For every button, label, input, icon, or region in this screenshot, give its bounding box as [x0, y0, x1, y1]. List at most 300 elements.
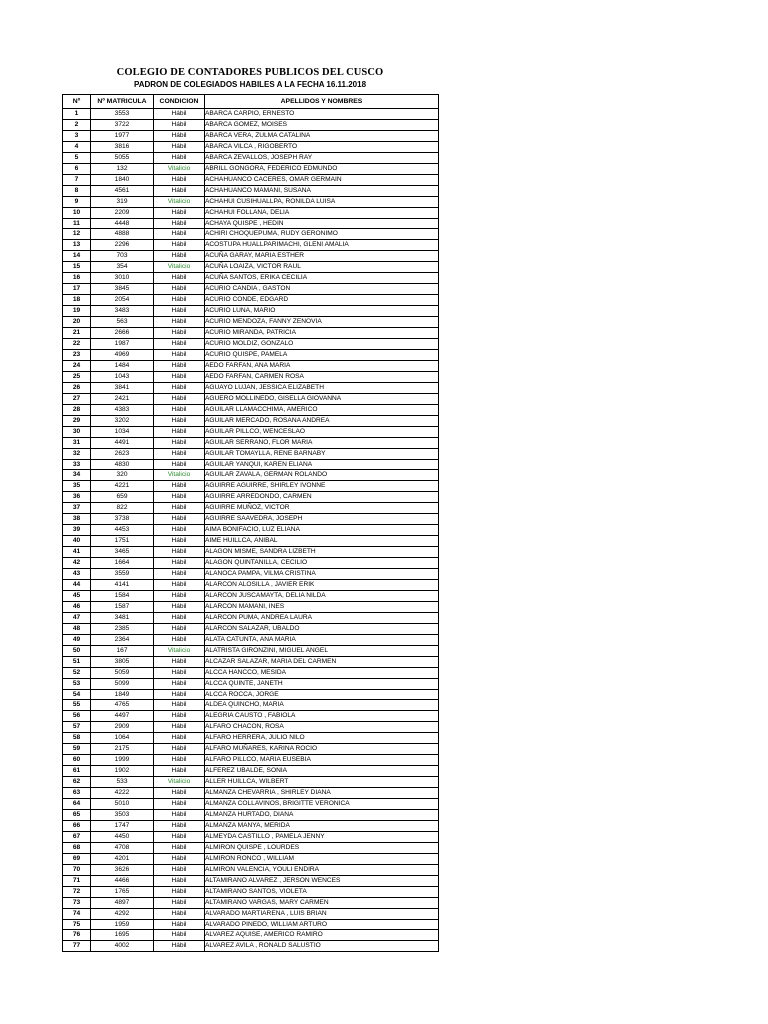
row-number: 55 [63, 700, 91, 711]
nombre-cell: ACURIO MENDOZA, FANNY ZENOVIA [205, 317, 439, 328]
column-header-nombres: APELLIDOS Y NOMBRES [205, 95, 439, 109]
condicion-cell: Hábil [154, 207, 205, 218]
row-number: 21 [63, 328, 91, 339]
condicion-cell: Hábil [154, 295, 205, 306]
condicion-cell: Hábil [154, 492, 205, 503]
document-subtitle: PADRON DE COLEGIADOS HABILES A LA FECHA 16.11.2018 [133, 80, 367, 89]
table-row [63, 678, 439, 689]
table-row [63, 152, 439, 163]
row-number: 56 [63, 711, 91, 722]
matricula-cell: 659 [91, 492, 154, 503]
matricula-cell: 563 [91, 317, 154, 328]
condicion-cell: Hábil [154, 503, 205, 514]
matricula-cell: 1765 [91, 886, 154, 897]
nombre-cell: AGUILAR PILLCO, WENCESLAO [205, 426, 439, 437]
table-row [63, 459, 439, 470]
row-number: 49 [63, 634, 91, 645]
matricula-cell: 4491 [91, 437, 154, 448]
nombre-cell: ALEGRIA CAUSTO , FABIOLA [205, 711, 439, 722]
condicion-cell: Hábil [154, 152, 205, 163]
matricula-cell: 3483 [91, 306, 154, 317]
condicion-cell: Hábil [154, 853, 205, 864]
matricula-cell: 1695 [91, 930, 154, 941]
table-row [63, 897, 439, 908]
matricula-cell: 4002 [91, 941, 154, 952]
condicion-cell: Hábil [154, 130, 205, 141]
nombre-cell: ACHAHUI FOLLANA, DELIA [205, 207, 439, 218]
nombre-cell: ABARCA GOMEZ, MOISES [205, 119, 439, 130]
nombre-cell: AGUERO MOLLINEDO, GISELLA GIOVANNA [205, 393, 439, 404]
row-number: 41 [63, 547, 91, 558]
condicion-cell: Hábil [154, 251, 205, 262]
row-number: 52 [63, 667, 91, 678]
nombre-cell: AIME HUILLCA, ANIBAL [205, 536, 439, 547]
matricula-cell: 2054 [91, 295, 154, 306]
condicion-cell: Hábil [154, 218, 205, 229]
condicion-cell: Hábil [154, 897, 205, 908]
matricula-cell: 4450 [91, 831, 154, 842]
condicion-cell: Hábil [154, 886, 205, 897]
condicion-cell: Vitalicio [154, 777, 205, 788]
row-number: 73 [63, 897, 91, 908]
table-row [63, 349, 439, 360]
row-number: 63 [63, 788, 91, 799]
row-number: 65 [63, 810, 91, 821]
table-row [63, 393, 439, 404]
table-row [63, 744, 439, 755]
row-number: 26 [63, 382, 91, 393]
table-row [63, 777, 439, 788]
condicion-cell: Vitalicio [154, 470, 205, 481]
table-row [63, 711, 439, 722]
row-number: 31 [63, 437, 91, 448]
matricula-cell: 4888 [91, 229, 154, 240]
nombre-cell: ALVAREZ AQUISE, AMERICO RAMIRO [205, 930, 439, 941]
column-header-condicion: CONDICION [154, 95, 205, 109]
row-number: 35 [63, 481, 91, 492]
nombre-cell: ACHAHUANCO CACERES, OMAR GERMAIN [205, 174, 439, 185]
condicion-cell: Hábil [154, 820, 205, 831]
matricula-cell: 1747 [91, 820, 154, 831]
condicion-cell: Vitalicio [154, 163, 205, 174]
condicion-cell: Hábil [154, 349, 205, 360]
table-row [63, 689, 439, 700]
matricula-cell: 1664 [91, 558, 154, 569]
nombre-cell: ALFEREZ UBALDE, SONIA [205, 766, 439, 777]
row-number: 1 [63, 109, 91, 120]
nombre-cell: ALCCA ROCCA, JORGE [205, 689, 439, 700]
nombre-cell: ACHAHUI CUSIHUALLPA, RONILDA LUISA [205, 196, 439, 207]
matricula-cell: 1587 [91, 601, 154, 612]
padron-table [62, 94, 439, 952]
nombre-cell: ALMANZA MANYA, MERIDA [205, 820, 439, 831]
column-header-matricula: Nº MATRICULA [91, 95, 154, 109]
row-number: 57 [63, 722, 91, 733]
row-number: 19 [63, 306, 91, 317]
row-number: 61 [63, 766, 91, 777]
nombre-cell: ABARCA CARPIO, ERNESTO [205, 109, 439, 120]
table-row [63, 141, 439, 152]
row-number: 33 [63, 459, 91, 470]
condicion-cell: Hábil [154, 799, 205, 810]
nombre-cell: ALATA CATUNTA, ANA MARIA [205, 634, 439, 645]
condicion-cell: Hábil [154, 689, 205, 700]
matricula-cell: 2421 [91, 393, 154, 404]
condicion-cell: Vitalicio [154, 645, 205, 656]
nombre-cell: ALVARADO MARTIARENA , LUIS BRIAN [205, 908, 439, 919]
row-number: 32 [63, 448, 91, 459]
matricula-cell: 4708 [91, 842, 154, 853]
table-row [63, 174, 439, 185]
column-header-number: Nº [63, 95, 91, 109]
nombre-cell: ACURIO QUISPE, PAMELA [205, 349, 439, 360]
matricula-cell: 2175 [91, 744, 154, 755]
row-number: 59 [63, 744, 91, 755]
row-number: 8 [63, 185, 91, 196]
row-number: 53 [63, 678, 91, 689]
matricula-cell: 5059 [91, 667, 154, 678]
condicion-cell: Hábil [154, 623, 205, 634]
table-row [63, 306, 439, 317]
condicion-cell: Hábil [154, 514, 205, 525]
nombre-cell: ABARCA VILCA , RIGOBERTO [205, 141, 439, 152]
row-number: 58 [63, 733, 91, 744]
matricula-cell: 4141 [91, 579, 154, 590]
matricula-cell: 2385 [91, 623, 154, 634]
nombre-cell: AGUILAR YANQUI, KAREN ELIANA [205, 459, 439, 470]
table-row [63, 788, 439, 799]
row-number: 72 [63, 886, 91, 897]
table-row [63, 525, 439, 536]
nombre-cell: ALAGON QUINTANILLA, CECILIO [205, 558, 439, 569]
table-row [63, 437, 439, 448]
table-row [63, 612, 439, 623]
table-row [63, 426, 439, 437]
matricula-cell: 1840 [91, 174, 154, 185]
table-row [63, 339, 439, 350]
table-row [63, 536, 439, 547]
matricula-cell: 4222 [91, 788, 154, 799]
row-number: 64 [63, 799, 91, 810]
condicion-cell: Hábil [154, 766, 205, 777]
table-row [63, 240, 439, 251]
row-number: 50 [63, 645, 91, 656]
matricula-cell: 4453 [91, 525, 154, 536]
nombre-cell: ALCCA QUINTE, JANETH [205, 678, 439, 689]
matricula-cell: 1999 [91, 755, 154, 766]
table-row [63, 360, 439, 371]
nombre-cell: ALANOCA PAMPA, VILMA CRISTINA [205, 569, 439, 580]
row-number: 60 [63, 755, 91, 766]
condicion-cell: Hábil [154, 601, 205, 612]
condicion-cell: Hábil [154, 459, 205, 470]
row-number: 9 [63, 196, 91, 207]
matricula-cell: 4765 [91, 700, 154, 711]
nombre-cell: ACURIO LUNA, MARIO [205, 306, 439, 317]
condicion-cell: Hábil [154, 393, 205, 404]
row-number: 25 [63, 371, 91, 382]
nombre-cell: ALMIRON QUISPE , LOURDES [205, 842, 439, 853]
condicion-cell: Hábil [154, 788, 205, 799]
nombre-cell: AGUIRRE ARREDONDO, CARMEN [205, 492, 439, 503]
row-number: 20 [63, 317, 91, 328]
matricula-cell: 2364 [91, 634, 154, 645]
table-row [63, 404, 439, 415]
nombre-cell: ALMANZA HURTADO, DIANA [205, 810, 439, 821]
matricula-cell: 3722 [91, 119, 154, 130]
row-number: 66 [63, 820, 91, 831]
matricula-cell: 3805 [91, 656, 154, 667]
nombre-cell: ACOSTUPA HUALLPARIMACHI, GLENI AMALIA [205, 240, 439, 251]
matricula-cell: 3738 [91, 514, 154, 525]
condicion-cell: Hábil [154, 656, 205, 667]
condicion-cell: Hábil [154, 317, 205, 328]
matricula-cell: 132 [91, 163, 154, 174]
table-row [63, 382, 439, 393]
row-number: 69 [63, 853, 91, 864]
condicion-cell: Hábil [154, 569, 205, 580]
table-row [63, 810, 439, 821]
nombre-cell: ALTAMIRANO ALVAREZ , JERSON WENCES [205, 875, 439, 886]
table-row [63, 930, 439, 941]
row-number: 45 [63, 590, 91, 601]
condicion-cell: Hábil [154, 930, 205, 941]
table-row [63, 295, 439, 306]
matricula-cell: 1902 [91, 766, 154, 777]
table-row [63, 470, 439, 481]
matricula-cell: 320 [91, 470, 154, 481]
condicion-cell: Hábil [154, 810, 205, 821]
condicion-cell: Hábil [154, 371, 205, 382]
row-number: 16 [63, 273, 91, 284]
table-row [63, 207, 439, 218]
row-number: 48 [63, 623, 91, 634]
condicion-cell: Hábil [154, 634, 205, 645]
table-row [63, 481, 439, 492]
condicion-cell: Hábil [154, 558, 205, 569]
matricula-cell: 533 [91, 777, 154, 788]
matricula-cell: 3841 [91, 382, 154, 393]
condicion-cell: Hábil [154, 240, 205, 251]
row-number: 28 [63, 404, 91, 415]
nombre-cell: AGUILAR TOMAYLLA, RENE BARNABY [205, 448, 439, 459]
nombre-cell: ALCAZAR SALAZAR, MARIA DEL CARMEN [205, 656, 439, 667]
nombre-cell: ACHIRI CHOQUEPUMA, RUDY GERONIMO [205, 229, 439, 240]
nombre-cell: ALCCA HANCCO, MESIDA [205, 667, 439, 678]
table-row [63, 196, 439, 207]
row-number: 13 [63, 240, 91, 251]
nombre-cell: AEDO FARFAN, CARMEN ROSA [205, 371, 439, 382]
table-row [63, 514, 439, 525]
matricula-cell: 1584 [91, 590, 154, 601]
nombre-cell: AGUILAR SERRANO, FLOR MARIA [205, 437, 439, 448]
nombre-cell: ACHAHUANCO MAMANI, SUSANA [205, 185, 439, 196]
nombre-cell: ACHAYA QUISPE , HEDIN [205, 218, 439, 229]
table-row [63, 831, 439, 842]
table-row [63, 941, 439, 952]
nombre-cell: ALLER HUILLCA, WILBERT [205, 777, 439, 788]
matricula-cell: 2666 [91, 328, 154, 339]
row-number: 37 [63, 503, 91, 514]
table-row [63, 229, 439, 240]
matricula-cell: 1064 [91, 733, 154, 744]
table-row [63, 700, 439, 711]
matricula-cell: 3465 [91, 547, 154, 558]
row-number: 11 [63, 218, 91, 229]
condicion-cell: Hábil [154, 590, 205, 601]
table-row [63, 667, 439, 678]
nombre-cell: AGUIRRE SAAVEDRA, JOSEPH [205, 514, 439, 525]
table-row [63, 251, 439, 262]
condicion-cell: Hábil [154, 360, 205, 371]
table-row [63, 503, 439, 514]
row-number: 23 [63, 349, 91, 360]
row-number: 17 [63, 284, 91, 295]
matricula-cell: 1959 [91, 919, 154, 930]
condicion-cell: Hábil [154, 941, 205, 952]
row-number: 43 [63, 569, 91, 580]
nombre-cell: ALTAMIRANO SANTOS, VIOLETA [205, 886, 439, 897]
condicion-cell: Hábil [154, 744, 205, 755]
nombre-cell: ALARCON PUMA, ANDREA LAURA [205, 612, 439, 623]
table-row [63, 569, 439, 580]
table-row [63, 722, 439, 733]
table-row [63, 273, 439, 284]
matricula-cell: 1849 [91, 689, 154, 700]
table-row [63, 875, 439, 886]
table-row [63, 590, 439, 601]
nombre-cell: ALMANZA COLLAVINOS, BRIGITTE VERONICA [205, 799, 439, 810]
table-row [63, 547, 439, 558]
matricula-cell: 4383 [91, 404, 154, 415]
nombre-cell: ALVAREZ AVILA , RONALD SALUSTIO [205, 941, 439, 952]
matricula-cell: 2909 [91, 722, 154, 733]
matricula-cell: 2623 [91, 448, 154, 459]
row-number: 6 [63, 163, 91, 174]
row-number: 68 [63, 842, 91, 853]
row-number: 34 [63, 470, 91, 481]
nombre-cell: ALDEA QUINCHO, MARIA [205, 700, 439, 711]
matricula-cell: 4448 [91, 218, 154, 229]
table-row [63, 284, 439, 295]
table-row [63, 755, 439, 766]
nombre-cell: ALARCON JUSCAMAYTA, DELIA NILDA [205, 590, 439, 601]
matricula-cell: 5055 [91, 152, 154, 163]
matricula-cell: 3503 [91, 810, 154, 821]
condicion-cell: Hábil [154, 875, 205, 886]
table-row [63, 317, 439, 328]
nombre-cell: AGUILAR LLAMACCHIMA, AMERICO [205, 404, 439, 415]
matricula-cell: 319 [91, 196, 154, 207]
condicion-cell: Hábil [154, 755, 205, 766]
table-row [63, 799, 439, 810]
condicion-cell: Hábil [154, 733, 205, 744]
condicion-cell: Hábil [154, 141, 205, 152]
condicion-cell: Hábil [154, 908, 205, 919]
nombre-cell: ALMIRON VALENCIA, YOULI ENDIRA [205, 864, 439, 875]
row-number: 27 [63, 393, 91, 404]
matricula-cell: 3626 [91, 864, 154, 875]
table-row [63, 130, 439, 141]
condicion-cell: Hábil [154, 448, 205, 459]
matricula-cell: 4221 [91, 481, 154, 492]
condicion-cell: Hábil [154, 404, 205, 415]
matricula-cell: 3559 [91, 569, 154, 580]
condicion-cell: Hábil [154, 174, 205, 185]
row-number: 62 [63, 777, 91, 788]
matricula-cell: 3553 [91, 109, 154, 120]
matricula-cell: 1484 [91, 360, 154, 371]
table-row [63, 634, 439, 645]
nombre-cell: ABARCA ZEVALLOS, JOSEPH RAY [205, 152, 439, 163]
condicion-cell: Hábil [154, 919, 205, 930]
row-number: 70 [63, 864, 91, 875]
condicion-cell: Hábil [154, 481, 205, 492]
condicion-cell: Hábil [154, 711, 205, 722]
condicion-cell: Hábil [154, 426, 205, 437]
row-number: 51 [63, 656, 91, 667]
nombre-cell: ALFARO PILLCO, MARIA EUSEBIA [205, 755, 439, 766]
matricula-cell: 4497 [91, 711, 154, 722]
nombre-cell: ALTAMIRANO VARGAS, MARY CARMEN [205, 897, 439, 908]
row-number: 29 [63, 415, 91, 426]
table-row [63, 623, 439, 634]
row-number: 3 [63, 130, 91, 141]
row-number: 38 [63, 514, 91, 525]
row-number: 77 [63, 941, 91, 952]
nombre-cell: ACUÑA SANTOS, ERIKA CECILIA [205, 273, 439, 284]
nombre-cell: ALARCON SALAZAR, UBALDO [205, 623, 439, 634]
table-row [63, 371, 439, 382]
matricula-cell: 1043 [91, 371, 154, 382]
table-row [63, 185, 439, 196]
row-number: 74 [63, 908, 91, 919]
table-row [63, 119, 439, 130]
row-number: 18 [63, 295, 91, 306]
condicion-cell: Hábil [154, 536, 205, 547]
row-number: 67 [63, 831, 91, 842]
matricula-cell: 1034 [91, 426, 154, 437]
row-number: 71 [63, 875, 91, 886]
table-body [63, 109, 439, 952]
matricula-cell: 1751 [91, 536, 154, 547]
condicion-cell: Hábil [154, 382, 205, 393]
nombre-cell: ALVARADO PINEDO, WILLIAM ARTURO [205, 919, 439, 930]
matricula-cell: 4201 [91, 853, 154, 864]
row-number: 4 [63, 141, 91, 152]
table-row [63, 262, 439, 273]
nombre-cell: AGUAYO LUJAN, JESSICA ELIZABETH [205, 382, 439, 393]
row-number: 36 [63, 492, 91, 503]
table-row [63, 448, 439, 459]
matricula-cell: 5099 [91, 678, 154, 689]
nombre-cell: AGUIRRE MUÑOZ, VICTOR [205, 503, 439, 514]
condicion-cell: Hábil [154, 842, 205, 853]
condicion-cell: Hábil [154, 328, 205, 339]
matricula-cell: 2209 [91, 207, 154, 218]
matricula-cell: 354 [91, 262, 154, 273]
matricula-cell: 5010 [91, 799, 154, 810]
table-row [63, 656, 439, 667]
condicion-cell: Hábil [154, 229, 205, 240]
nombre-cell: ACUÑA LOAIZA, VICTOR RAUL [205, 262, 439, 273]
table-row [63, 766, 439, 777]
row-number: 46 [63, 601, 91, 612]
table-row [63, 919, 439, 930]
nombre-cell: ALATRISTA GIRONZINI, MIGUEL ANGEL [205, 645, 439, 656]
nombre-cell: ALARCON MAMANI, INES [205, 601, 439, 612]
condicion-cell: Hábil [154, 273, 205, 284]
